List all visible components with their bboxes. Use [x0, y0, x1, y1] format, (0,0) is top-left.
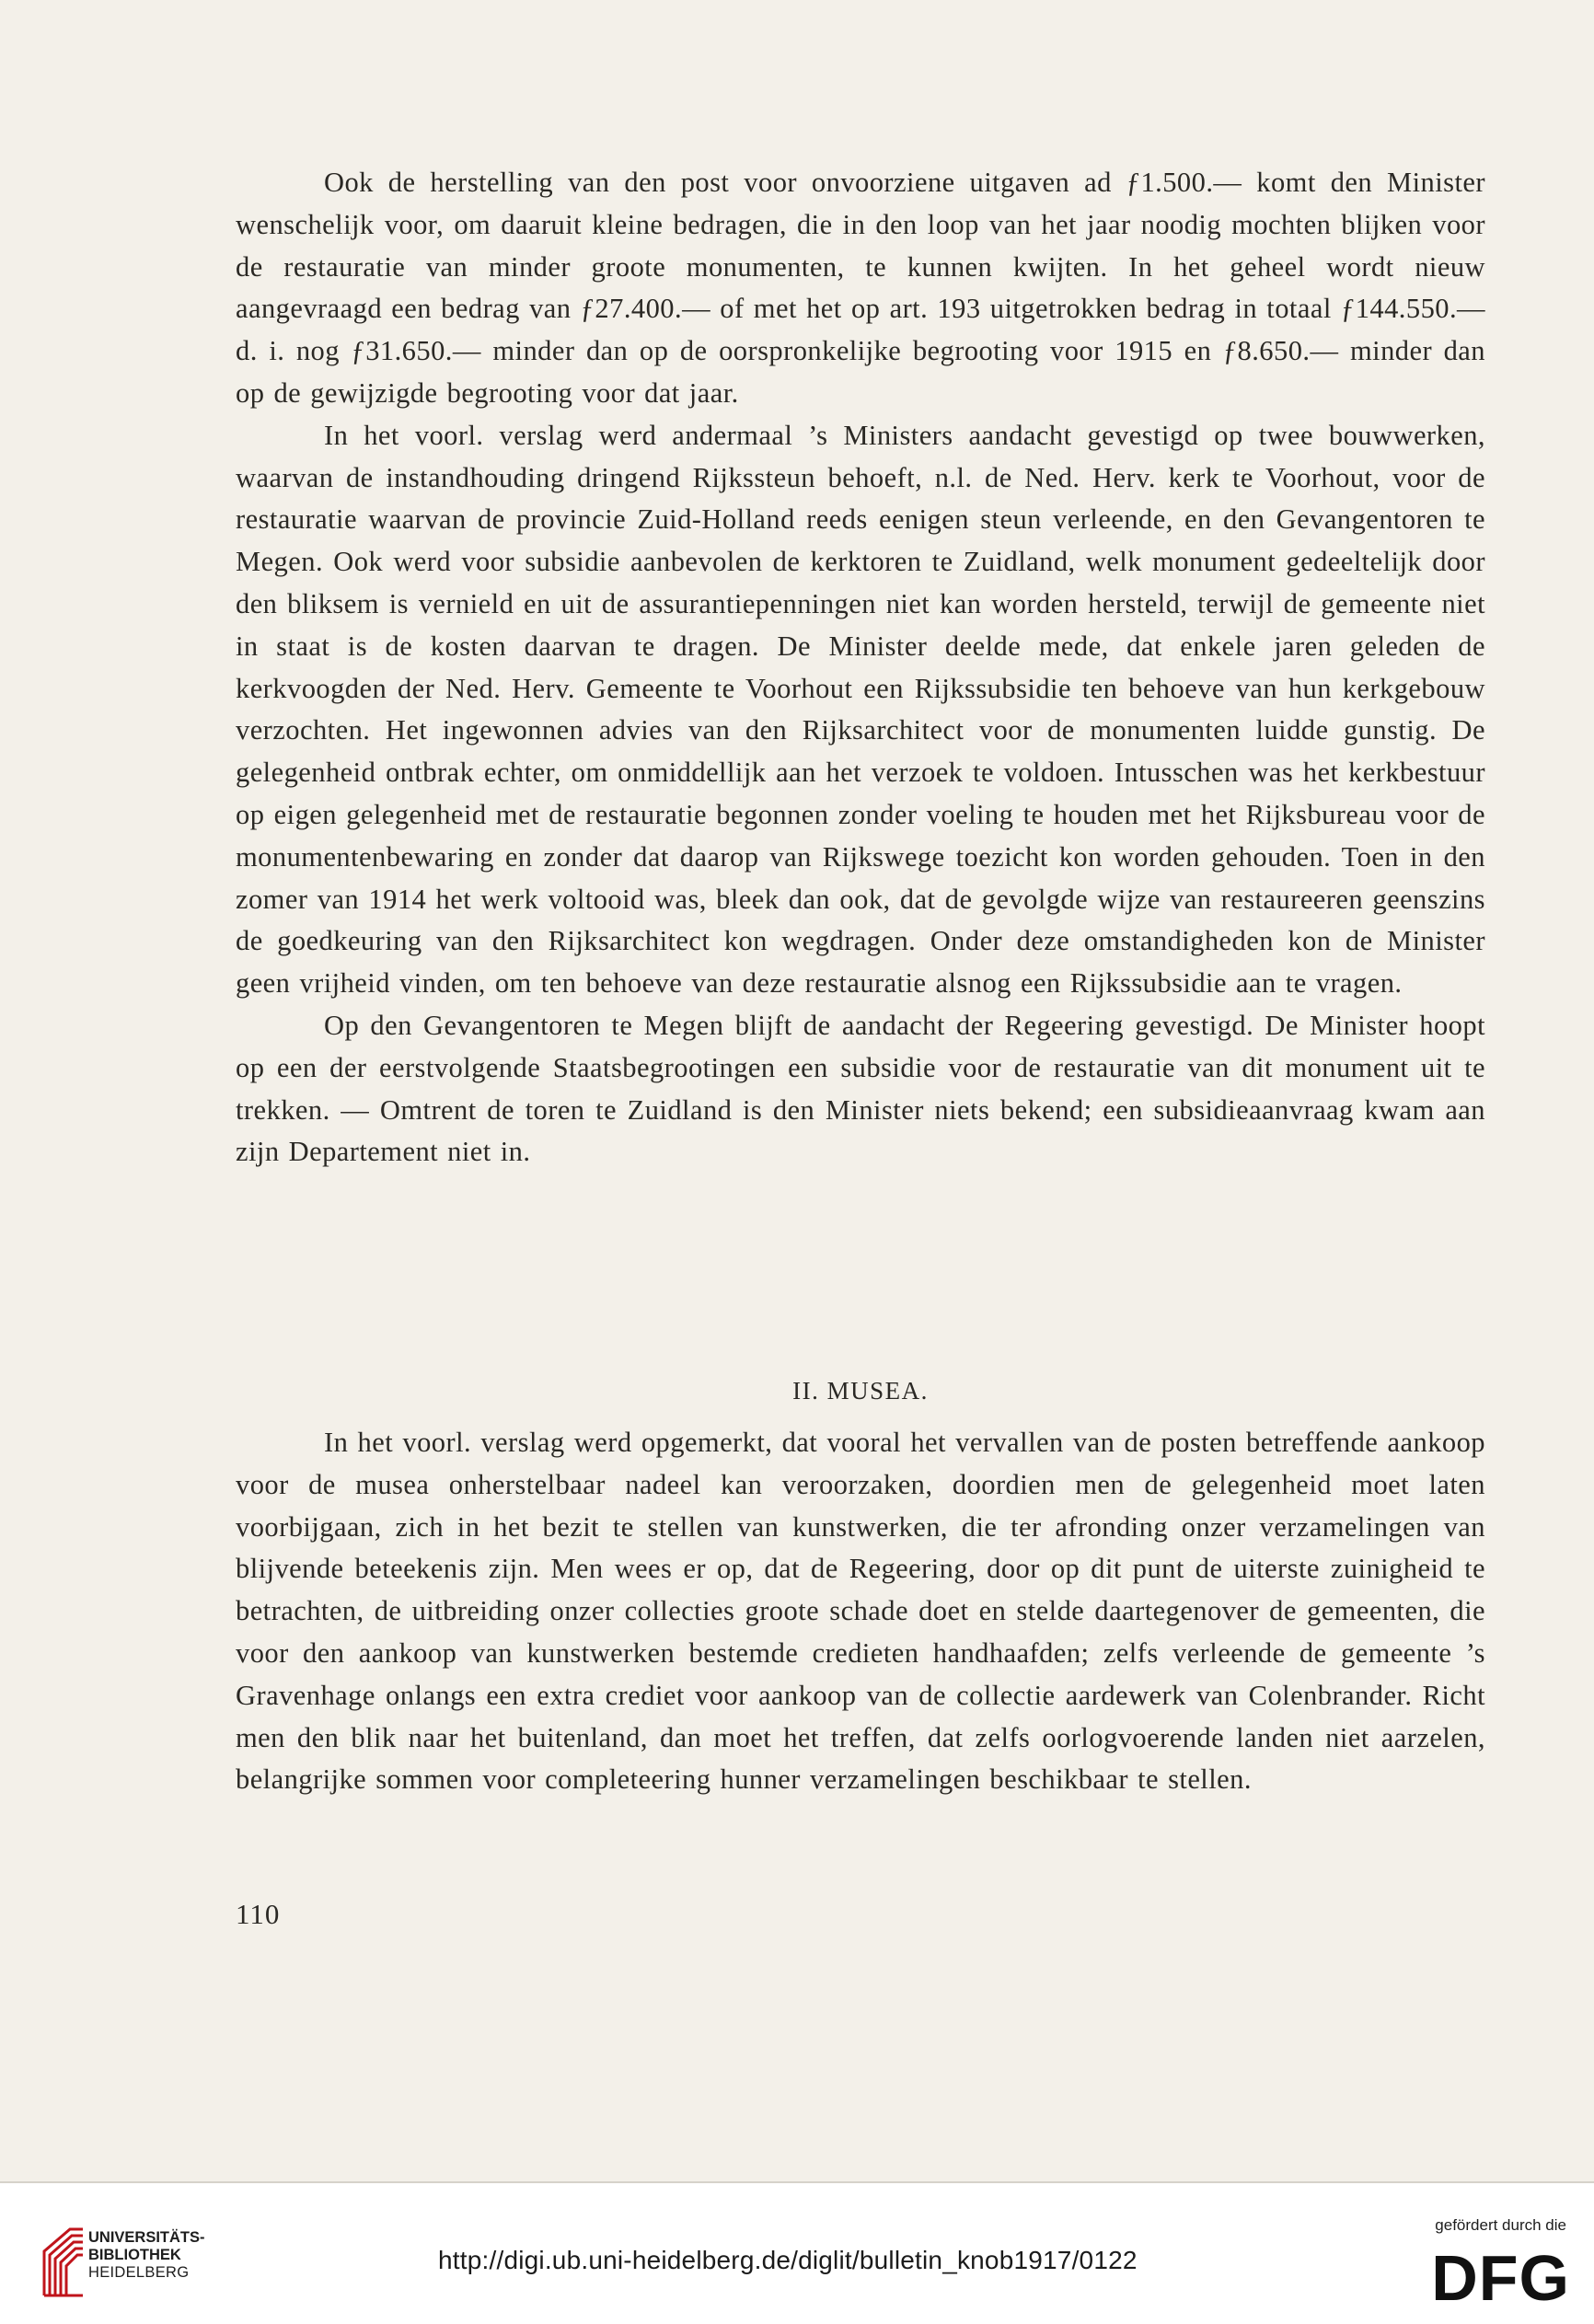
footer-divider	[0, 2181, 1594, 2183]
library-name-line1: UNIVERSITÄTS-	[88, 2229, 205, 2246]
funding-caption: gefördert durch die	[1435, 2216, 1566, 2234]
paragraph: In het voorl. verslag werd opgemerkt, dat vooral het vervallen van de posten betreffende aankoop voor de musea onherstelbaar nadeel kan veroorzaken, doordien men de gelegenheid moet laten voorbijgaan, zich in het bezit te stellen van kunstwerken, die ter afronding onzer verzamelingen van blijvende beteekenis zijn. Men wees er op, dat de Regeering, door op dit punt de uiterste zuinigheid te betrachten, de uitbreiding onzer collecties groote schade doet en stelde daartegenover de gemeenten, die voor den aankoop van kunstwerken bestemde credieten handhaafden; zelfs verleende de gemeente ’s Gravenhage onlangs een extra crediet voor aankoop van de collectie aardewerk van Colenbrander. Richt men den blik naar het buitenland, dan moet het treffen, dat zelfs oorlogvoerende landen niet aarzelen, belangrijke sommen voor completeering hunner verzamelingen beschikbaar te stellen.	[236, 1427, 1485, 1796]
library-name-line2: BIBLIOTHEK	[88, 2247, 181, 2263]
body-text-top	[236, 162, 1485, 1174]
footer-bar	[0, 2181, 1594, 2324]
source-url[interactable]: http://digi.ub.uni-heidelberg.de/diglit/bulletin_knob1917/0122	[438, 2246, 1138, 2274]
paragraph: Ook de herstelling van den post voor onvoorziene uitgaven ad ƒ1.500.— komt den Minister wenschelijk voor, om daaruit kleine bedragen, die in den loop van het jaar noodig mochten blijken voor de restauratie van minder groote monumenten, te kunnen kwijten. In het geheel wordt nieuw aangevraagd een bedrag van ƒ27.400.— of met het op art. 193 uitgetrokken bedrag in totaal ƒ144.550.— d. i. nog ƒ31.650.— minder dan op de oorspronkelijke begrooting voor 1915 en ƒ8.650.— minder dan op de gewijzigde begrooting voor dat jaar.	[236, 167, 1485, 409]
paragraph: In het voorl. verslag werd andermaal ’s Ministers aandacht gevestigd op twee bouwwerken, waarvan de instandhouding dringend Rijkssteun behoeft, n.l. de Ned. Herv. kerk te Voorhout, voor de restauratie waarvan de provincie Zuid-Holland reeds eenigen steun verleende, en den Gevangentoren te Megen. Ook werd voor subsidie aanbevolen de kerktoren te Zuidland, welk monument gedeeltelijk door den bliksem is vernield en uit de assurantiepenningen niet kan worden hersteld, terwijl de gemeente niet in staat is de kosten daarvan te dragen. De Minister deelde mede, dat enkele jaren geleden de kerkvoogden der Ned. Herv. Gemeente te Voorhout een Rijkssubsidie ten behoeve van hun kerkgebouw verzochten. Het ingewonnen advies van den Rijksarchitect voor de monumenten luidde gunstig. De gelegenheid ontbrak echter, om onmiddellijk aan het verzoek te voldoen. Intusschen was het kerkbestuur op eigen gelegenheid met de restauratie begonnen zonder voeling te houden met het Rijksbureau voor de monumentenbewaring en zonder dat daarop van Rijkswege toezicht kon worden gehouden. Toen in den zomer van 1914 het werk voltooid was, bleek dan ook, dat de gevolgde wijze van restaureeren geenszins de goedkeuring van den Rijksarchitect kon wegdragen. Onder deze omstandigheden kon de Minister geen vrijheid vinden, om ten behoeve van deze restauratie alsnog een Rijkssubsidie aan te vragen.	[236, 419, 1485, 1000]
library-name	[88, 2229, 205, 2282]
body-text-bottom	[236, 1422, 1485, 1801]
dfg-logo: DFG	[1431, 2242, 1570, 2314]
page-number: 110	[236, 1898, 281, 1930]
library-name-line3: HEIDELBERG	[88, 2264, 190, 2281]
section-heading: II. MUSEA.	[792, 1377, 929, 1405]
paragraph: Op den Gevangentoren te Megen blijft de aandacht der Regeering gevestigd. De Minister hoopt op een der eerstvolgende Staatsbegrootingen een subsidie voor de restauratie van dit monument uit te trekken. — Omtrent de toren te Zuidland is den Minister niets bekend; een subsidieaanvraag kwam aan zijn Departement niet in.	[236, 1009, 1485, 1168]
university-library-logo-icon	[37, 2224, 88, 2299]
